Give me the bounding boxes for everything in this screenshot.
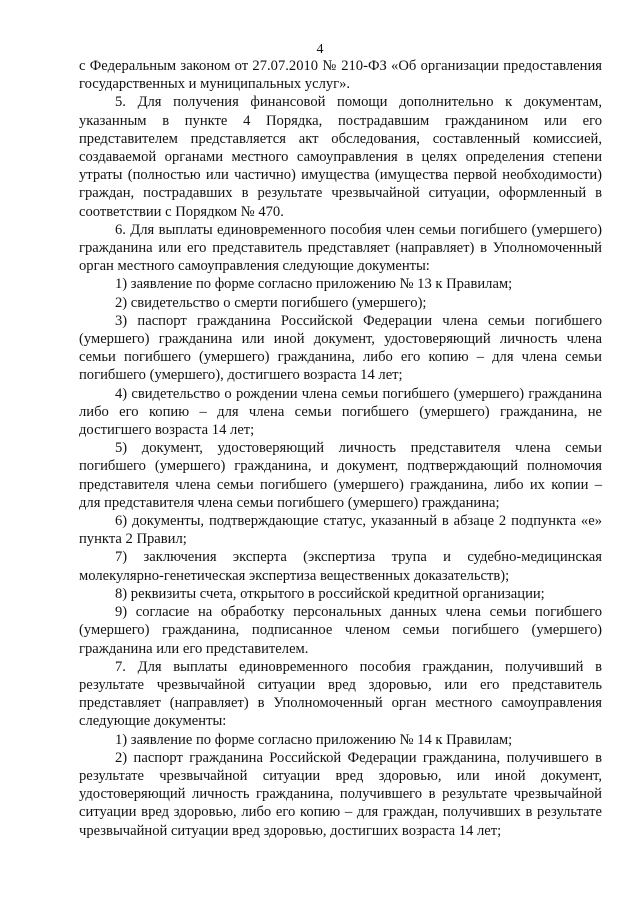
list-item-6-1: 1) заявление по форме согласно приложению № 13 к Правилам;: [115, 276, 513, 293]
list-item-6-7: 7) заключения эксперта (экспертиза трупа и судебно-медицинская молекулярно-генетическая экспертиза вещественных доказательств);: [79, 549, 602, 584]
paragraph-item-7: 7. Для выплаты единовременного пособия гражданин, получивший в результате чрезвычайной ситуации вред здоровью, или его представитель представляет (направляет) в Уполномоченный орган местного самоуправления следующие документы:: [79, 658, 602, 730]
list-item-6-5: 5) документ, удостоверяющий личность представителя члена семьи погибшего (умершего) гражданина, и документ, подтверждающий полномочия представителя члена семьи погибшего (умершего) гражданина, либо их копии – для представителя члена семьи погибшего (умершего) гражданина;: [79, 440, 602, 511]
paragraph-item-6: 6. Для выплаты единовременного пособия член семьи погибшего (умершего) гражданина или его представитель представляет (направляет) в Уполномоченный орган местного самоуправления следующие документы:: [79, 221, 602, 275]
list-item-6-6: 6) документы, подтверждающие статус, указанный в абзаце 2 подпункта «е» пункта 2 Правил;: [79, 513, 602, 548]
document-body: [79, 57, 602, 840]
list-item-6-8: 8) реквизиты счета, открытого в российской кредитной организации;: [115, 585, 545, 602]
list-item-6-4: 4) свидетельство о рождении члена семьи погибшего (умершего) гражданина либо его копию – для члена семьи погибшего (умершего) гражданина, не достигшего возраста 14 лет;: [79, 385, 602, 439]
list-item-7-2: 2) паспорт гражданина Российской Федерации гражданина, получившего в результате чрезвычайной ситуации вред здоровью, или иной документ, удостоверяющий личность гражданина, получившего в результате чрезвычайной ситуации вред здоровью, либо его копию – для граждан, получивших в результате чрезвычайной ситуации вред здоровью, достигших возраста 14 лет;: [79, 749, 602, 839]
list-item-6-9: 9) согласие на обработку персональных данных члена семьи погибшего (умершего) гражданина, подписанное членом семьи погибшего (умершего) гражданина или его представителем.: [79, 604, 602, 657]
list-item-7-1: 1) заявление по форме согласно приложению № 14 к Правилам;: [115, 731, 513, 748]
paragraph-item-5: 5. Для получения финансовой помощи дополнительно к документам, указанным в пункте 4 Порядка, пострадавшим гражданином или его представителем представляется акт обследования, составленный комиссией, создаваемой органами местного самоуправления в целях определения степени утраты (полностью или частично) имущества (имущества первой необходимости) граждан, пострадавших в результате чрезвычайной ситуации, оформленный в соответствии с Порядком № 470.: [79, 94, 602, 220]
list-item-6-2: 2) свидетельство о смерти погибшего (умершего);: [115, 294, 427, 311]
page-number: 4: [316, 42, 324, 57]
paragraph-continuation: с Федеральным законом от 27.07.2010 № 210-ФЗ «Об организации предоставления государственных и муниципальных услуг».: [79, 58, 602, 93]
list-item-6-3: 3) паспорт гражданина Российской Федерации члена семьи погибшего (умершего) гражданина или иной документ, удостоверяющий личность члена семьи погибшего (умершего) гражданина, либо его копию – для члена семьи погибшего (умершего), достигшего возраста 14 лет;: [79, 312, 602, 384]
